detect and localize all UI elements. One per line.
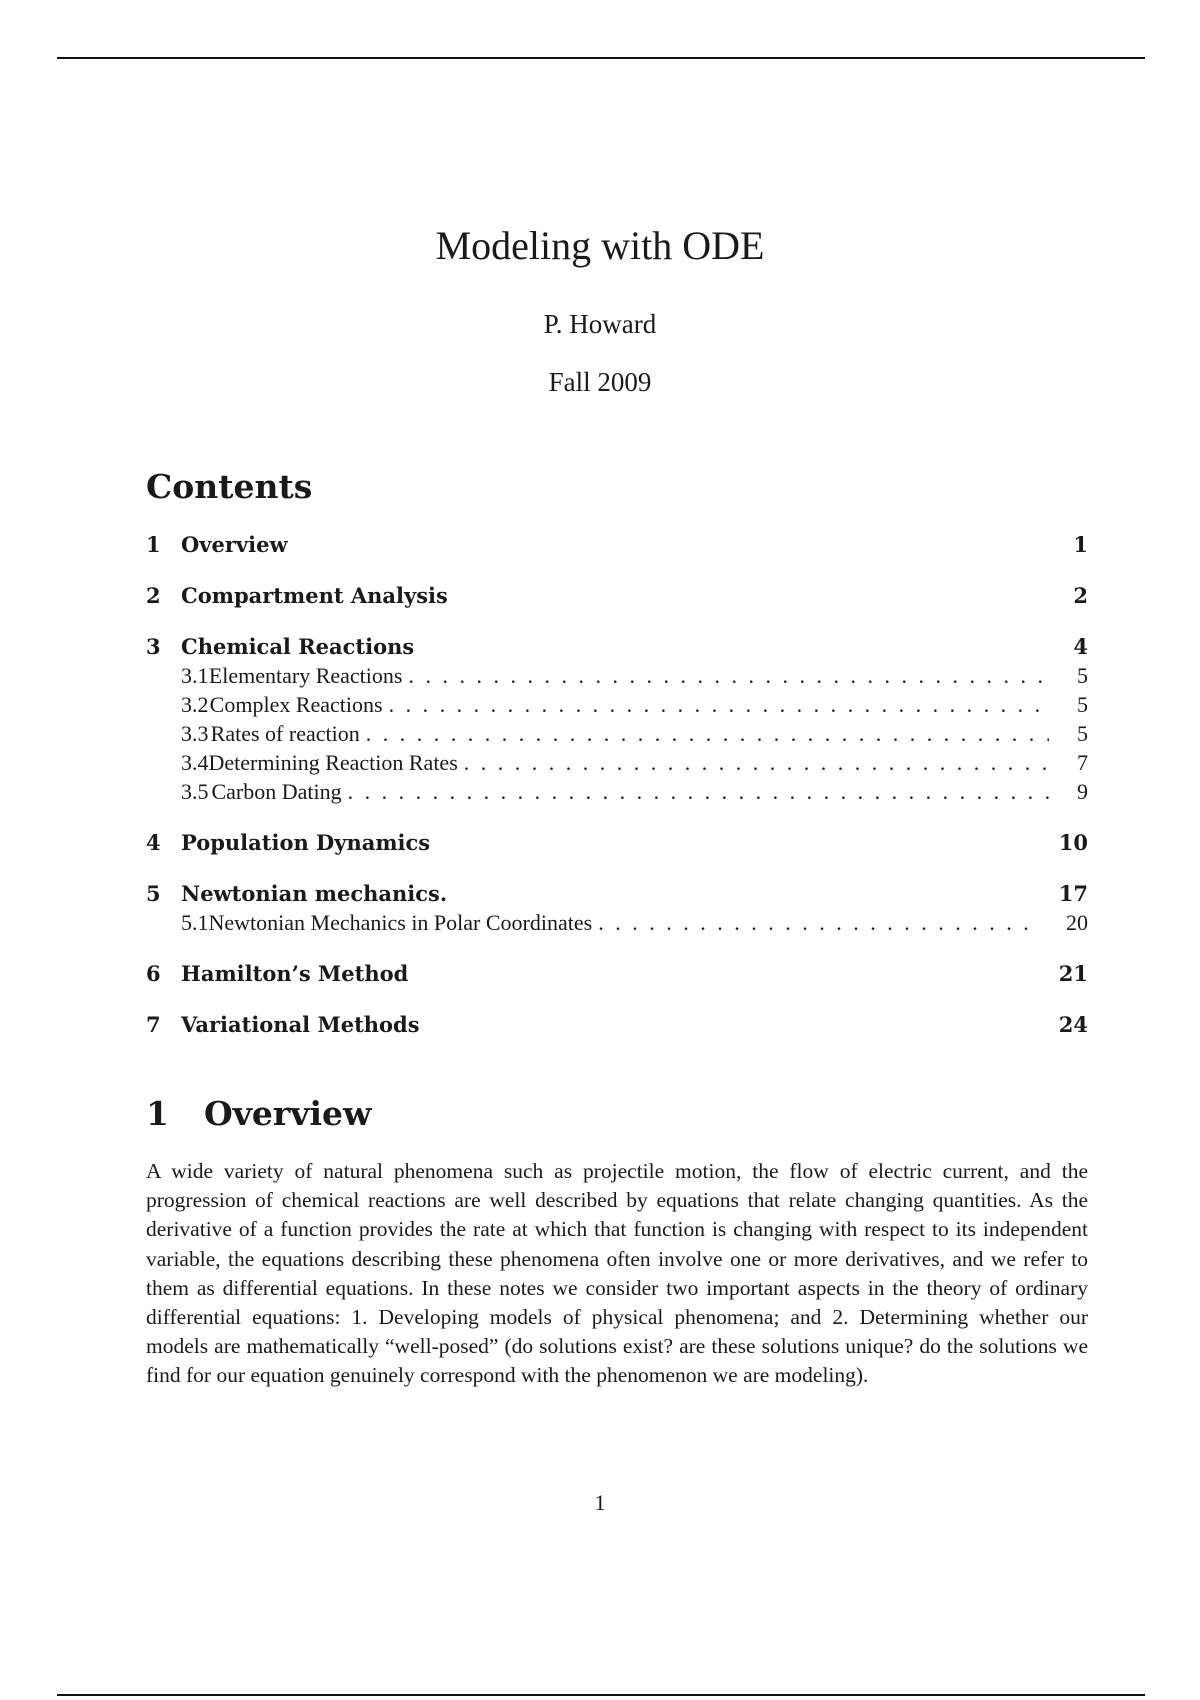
toc-entry-page: 4 [1073,634,1088,659]
toc-entry[interactable] [146,530,1088,559]
toc-subentry-title: Newtonian Mechanics in Polar Coordinates [208,910,593,935]
toc-subentry-page: 7 [1077,750,1088,775]
toc-entry[interactable] [146,828,1088,857]
toc-subentry[interactable] [146,719,1088,748]
toc-entry-page: 10 [1058,830,1088,855]
toc-subentry[interactable] [146,661,1088,690]
toc-subentry-number: 3.4 [181,750,209,775]
toc-entry-number: 1 [146,532,161,557]
toc-subentry-page: 20 [1066,910,1088,935]
page-number: 1 [594,1490,606,1515]
toc-section-6 [146,959,1088,988]
toc-entry-number: 5 [146,881,161,906]
toc-entry-number: 7 [146,1012,161,1037]
toc-entry-number: 4 [146,830,161,855]
toc-subentry-number: 3.2 [181,692,209,717]
toc-entry-number: 6 [146,961,161,986]
toc-entry-page: 1 [1073,532,1088,557]
toc-subentry[interactable] [146,748,1088,777]
toc-entry[interactable] [146,1010,1088,1039]
toc-subentry-number: 5.1 [181,910,209,935]
section-title: Overview [204,1094,372,1133]
toc-subentry-number: 3.1 [181,663,209,688]
toc-entry-page: 2 [1073,583,1088,608]
bottom-rule [57,1694,1145,1696]
dot-leader [458,748,1049,777]
toc-entry[interactable] [146,959,1088,988]
toc-subentry-title: Complex Reactions [209,692,383,717]
section-number: 1 [146,1094,169,1133]
toc-entry-page: 21 [1058,961,1088,986]
top-rule [57,57,1145,59]
toc-entry-title: Chemical Reactions [181,634,415,659]
toc-section-7 [146,1010,1088,1039]
toc-subentry[interactable] [146,690,1088,719]
overview-paragraph: A wide variety of natural phenomena such as projectile motion, the flow of electric current, and the progression of chemical reactions are well described by equations that relate changing quantities. As the derivative of a function provides the rate at which that function is changing with respect to its independent variable, the equations describing these phenomena often involve one or more derivatives, and we refer to them as differential equations. In these notes we consider two important aspects in the theory of ordinary differential equations: 1. Developing models of physical phenomena; and 2. Determining whether our models are mathematically “well-posed” (do solutions exist? are these solutions unique? do the solutions we find for our equation genuinely correspond with the phenomenon we are modeling). [146,1159,1088,1388]
toc-subentry[interactable] [146,908,1088,937]
toc-entry-title: Variational Methods [181,1012,420,1037]
toc-entry[interactable] [146,879,1088,908]
toc-entry-title: Compartment Analysis [181,583,448,608]
toc-subentry[interactable] [146,777,1088,806]
toc-subentry-page: 5 [1077,692,1088,717]
section-heading-overview [146,1094,372,1133]
document-author: P. Howard [543,309,657,339]
toc-subentry-page: 5 [1077,663,1088,688]
toc-entry-number: 2 [146,583,161,608]
dot-leader [592,908,1038,937]
toc-entry-number: 3 [146,634,161,659]
contents-heading: Contents [146,467,313,506]
dot-leader [360,719,1049,748]
toc-subentry-number: 3.3 [181,721,209,746]
toc-entry-title: Population Dynamics [181,830,431,855]
toc-entry-page: 17 [1058,881,1088,906]
toc-subentry-title: Determining Reaction Rates [208,750,458,775]
dot-leader [402,661,1049,690]
toc-subentry-page: 5 [1077,721,1088,746]
dot-leader [342,777,1049,806]
toc-section-4 [146,828,1088,857]
toc-entry-title: Overview [181,532,288,557]
toc-entry-page: 24 [1058,1012,1088,1037]
toc-section-3 [146,632,1088,806]
toc-entry[interactable] [146,581,1088,610]
toc-entry[interactable] [146,632,1088,661]
toc-section-5 [146,879,1088,937]
toc-subentry-title: Rates of reaction [210,721,360,746]
toc-section-1 [146,530,1088,559]
toc-subentry-title: Elementary Reactions [208,663,403,688]
toc-subentry-number: 3.5 [181,779,209,804]
table-of-contents [146,530,1088,1061]
dot-leader [383,690,1049,719]
toc-entry-title: Newtonian mechanics. [181,881,448,906]
toc-subentry-title: Carbon Dating [211,779,342,804]
document-title: Modeling with ODE [435,223,765,268]
toc-section-2 [146,581,1088,610]
toc-entry-title: Hamilton’s Method [181,961,409,986]
document-date: Fall 2009 [548,367,652,397]
toc-subentry-page: 9 [1077,779,1088,804]
